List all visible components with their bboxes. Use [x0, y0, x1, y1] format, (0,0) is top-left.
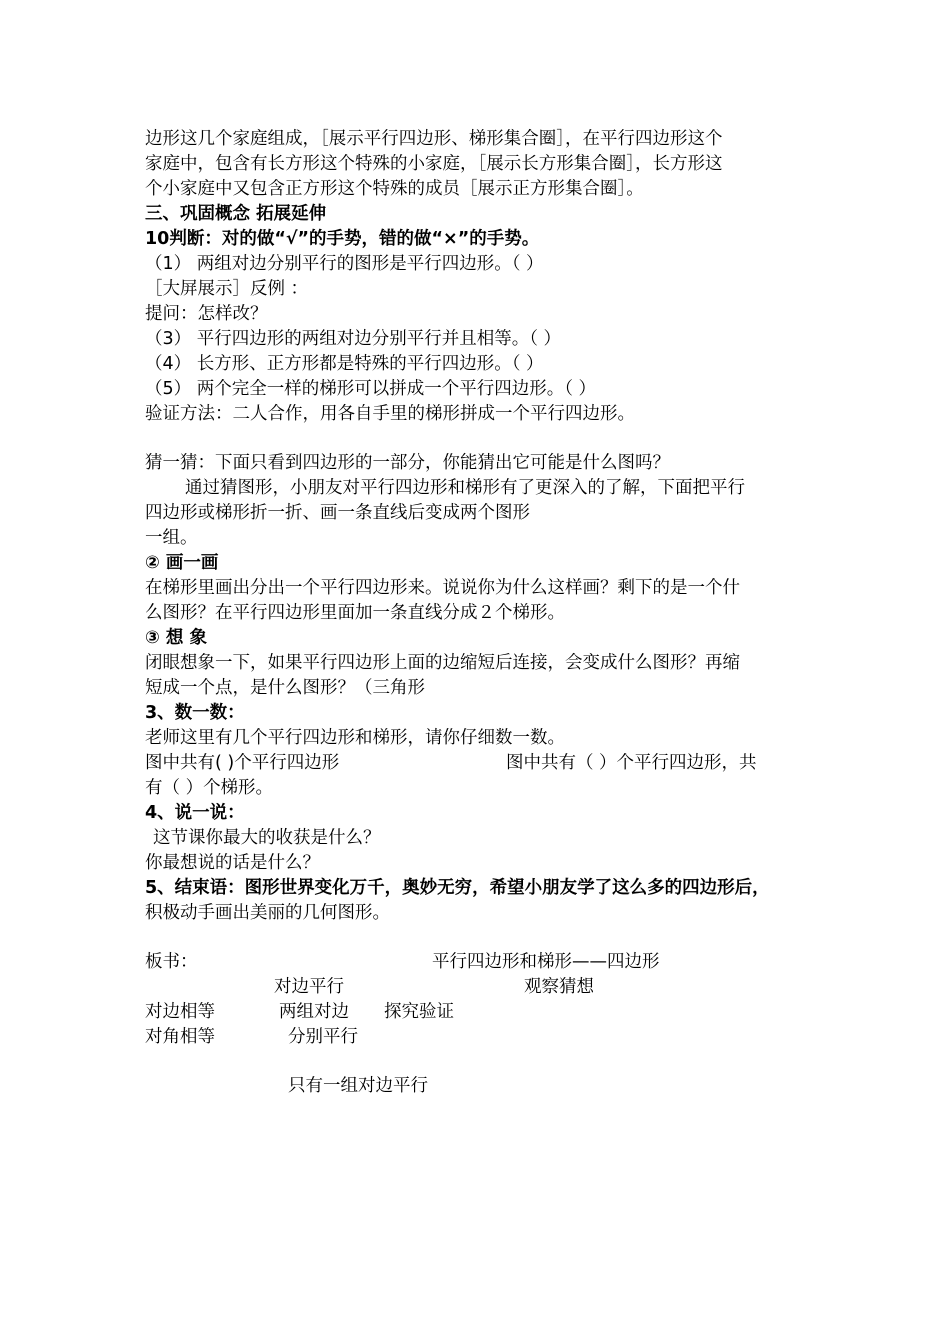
paragraph-line: 验证方法：二人合作，用各自手里的梯形拼成一个平行四边形。	[145, 404, 635, 424]
paragraph-line: 这节课你最大的收获是什么？	[153, 828, 381, 848]
subsection-heading: 4、说一说：	[145, 803, 245, 823]
conclusion-heading: 5、结束语：图形世界变化万千，奥妙无穷，希望小朋友学了这么多的四边形后，	[145, 878, 770, 898]
paragraph-line: 家庭中，包含有长方形这个特殊的小家庭，［展示长方形集合圈］，长方形这	[145, 154, 723, 174]
paragraph-line: 有（ ）个梯形。	[145, 778, 274, 798]
paragraph-line: 在梯形里画出分出一个平行四边形来。说说你为什么这样画？剩下的是一个什	[145, 578, 740, 598]
judgment-item: （5） 两个完全一样的梯形可以拼成一个平行四边形。（ ）	[145, 379, 597, 399]
board-cell: 分别平行	[288, 1027, 358, 1047]
board-cell: 观察猜想	[524, 977, 594, 997]
paragraph-line: 短成一个点，是什么图形？（三角形	[145, 678, 425, 698]
paragraph-line: 一组。	[145, 528, 198, 548]
paragraph-line: 通过猜图形，小朋友对平行四边形和梯形有了更深入的了解，下面把平行	[185, 478, 745, 498]
question-heading: 10判断：对的做“√”的手势，错的做“×”的手势。	[145, 229, 540, 249]
subsection-heading: 3、数一数：	[145, 703, 245, 723]
paragraph-line: 提问：怎样改？	[145, 304, 268, 324]
board-cell: 对角相等	[145, 1027, 215, 1047]
board-cell: 对边相等	[145, 1002, 215, 1022]
board-cell: 对边平行	[274, 977, 344, 997]
paragraph-line: 四边形或梯形折一折、画一条直线后变成两个图形	[145, 503, 530, 523]
count-question-left: 图中共有( )个平行四边形	[145, 753, 340, 773]
paragraph-line: 么图形？在平行四边形里面加一条直线分成２个梯形。	[145, 603, 565, 623]
paragraph-line: 个小家庭中又包含正方形这个特殊的成员［展示正方形集合圈］。	[145, 179, 644, 199]
judgment-item: （4） 长方形、正方形都是特殊的平行四边形。（ ）	[145, 354, 544, 374]
section-heading: 三、巩固概念 拓展延伸	[145, 204, 327, 224]
count-question-right: 图中共有（ ）个平行四边形，共	[506, 753, 757, 773]
paragraph-line: ［大屏展示］反例 ：	[145, 279, 309, 299]
judgment-item: （3） 平行四边形的两组对边分别平行并且相等。（ ）	[145, 329, 562, 349]
board-label: 板书：	[145, 952, 198, 972]
paragraph-line: 闭眼想象一下，如果平行四边形上面的边缩短后连接，会变成什么图形？再缩	[145, 653, 740, 673]
board-cell: 探究验证	[384, 1002, 454, 1022]
paragraph-line: 你最想说的话是什么？	[145, 853, 320, 873]
paragraph-line: 积极动手画出美丽的几何图形。	[145, 903, 390, 923]
board-cell: 两组对边	[279, 1002, 349, 1022]
paragraph-line: 边形这几个家庭组成，［展示平行四边形、梯形集合圈］，在平行四边形这个	[145, 129, 723, 149]
paragraph-line: 老师这里有几个平行四边形和梯形，请你仔细数一数。	[145, 728, 565, 748]
paragraph-line: 猜一猜：下面只看到四边形的一部分，你能猜出它可能是什么图吗？	[145, 453, 670, 473]
board-cell: 只有一组对边平行	[288, 1076, 428, 1096]
subsection-heading: ② 画一画	[145, 553, 219, 573]
subsection-heading: ③ 想 象	[145, 628, 208, 648]
judgment-item: （1） 两组对边分别平行的图形是平行四边形。（ ）	[145, 254, 544, 274]
board-title: 平行四边形和梯形——四边形	[432, 952, 660, 972]
